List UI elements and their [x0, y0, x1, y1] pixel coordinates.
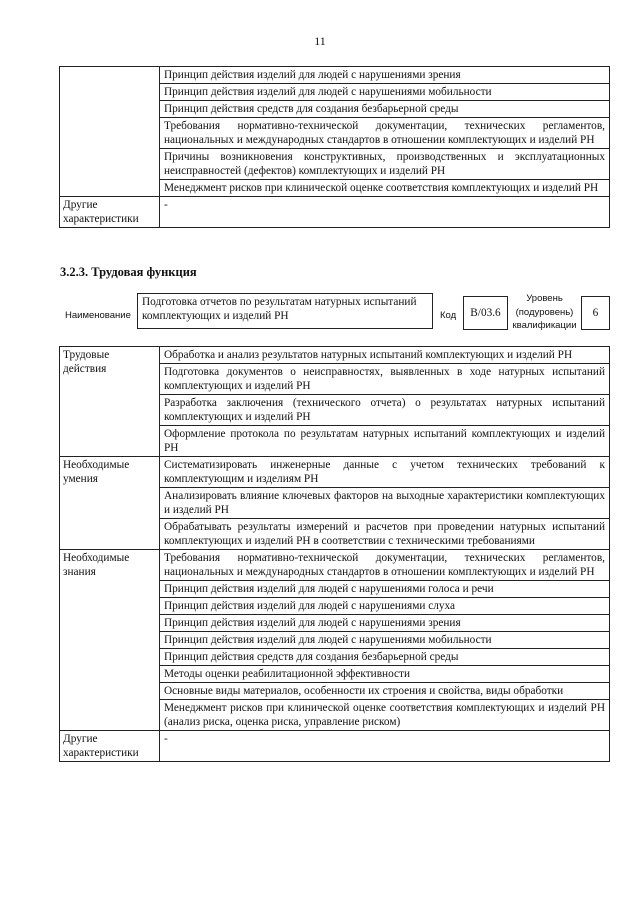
- table-cell: Методы оценки реабилитационной эффективности: [160, 666, 610, 683]
- qualification-level-label: Уровень (подуровень) квалификации: [512, 293, 577, 331]
- table-row: [60, 67, 610, 84]
- required-knowledge-label: Необходимые знания: [60, 550, 160, 731]
- level-box: 6: [581, 296, 610, 330]
- table-cell: Принцип действия изделий для людей с нарушениями мобильности: [160, 84, 610, 101]
- labor-actions-label: Трудовые действия: [60, 347, 160, 457]
- section-heading: 3.2.3. Трудовая функция: [60, 265, 197, 279]
- table-cell: Принцип действия изделий для людей с нарушениями зрения: [160, 615, 610, 632]
- other-characteristics-value: -: [160, 197, 610, 228]
- table-row: [60, 347, 610, 364]
- table-cell: Принцип действия изделий для людей с нарушениями голоса и речи: [160, 581, 610, 598]
- required-skills-label: Необходимые умения: [60, 457, 160, 550]
- table-cell: Обработка и анализ результатов натурных испытаний комплектующих и изделий РН: [160, 347, 610, 364]
- empty-category-cell: [60, 67, 160, 197]
- table-cell: Менеджмент рисков при клинической оценке соответствия комплектующих и изделий РН (анализ риска, оценка риска, управление риском): [160, 700, 610, 731]
- table-row: [60, 550, 610, 581]
- table-cell: Принцип действия изделий для людей с нарушениями слуха: [160, 598, 610, 615]
- table-row: [60, 197, 610, 228]
- page-number: 11: [314, 34, 326, 48]
- table-cell: Основные виды материалов, особенности их строения и свойства, виды обработки: [160, 683, 610, 700]
- table-row: [60, 457, 610, 488]
- name-label: Наименование: [65, 310, 131, 321]
- other-characteristics-label: Другие характеристики: [60, 731, 160, 762]
- labor-function-table: [59, 346, 610, 762]
- other-characteristics-label: Другие характеристики: [60, 197, 160, 228]
- knowledge-continuation-table: [59, 66, 610, 228]
- table-cell: Анализировать влияние ключевых факторов на выходные характеристики комплектующих и изделий РН: [160, 488, 610, 519]
- table-cell: Принцип действия изделий для людей с нарушениями мобильности: [160, 632, 610, 649]
- code-box: B/03.6: [463, 296, 508, 330]
- code-label: Код: [440, 310, 457, 321]
- table-cell: Оформление протокола по результатам натурных испытаний комплектующих и изделий РН: [160, 426, 610, 457]
- table-cell: Обрабатывать результаты измерений и расчетов при проведении натурных испытаний комплектующих и изделий РН в соответствии с техническими требованиями: [160, 519, 610, 550]
- table-cell: Требования нормативно-технической документации, технических регламентов, национальных и международных стандартов в отношении комплектующих и изделий РН: [160, 550, 610, 581]
- table-cell: Разработка заключения (технического отчета) о результатах натурных испытаний комплектующих и изделий РН: [160, 395, 610, 426]
- table-row: [60, 731, 610, 762]
- function-name-box: Подготовка отчетов по результатам натурных испытаний комплектующих и изделий РН: [137, 293, 433, 329]
- table-cell: Требования нормативно-технической документации, технических регламентов, национальных и международных стандартов в отношении комплектующих и изделий РН: [160, 118, 610, 149]
- table-cell: Принцип действия средств для создания безбарьерной среды: [160, 649, 610, 666]
- table-cell: Принцип действия изделий для людей с нарушениями зрения: [160, 67, 610, 84]
- table-cell: Причины возникновения конструктивных, производственных и эксплуатационных неисправностей (дефектов) комплектующих и изделий РН: [160, 149, 610, 180]
- table-cell: Подготовка документов о неисправностях, выявленных в ходе натурных испытаний комплектующих и изделий РН: [160, 364, 610, 395]
- other-characteristics-value: -: [160, 731, 610, 762]
- table-cell: Систематизировать инженерные данные с учетом технических требований к комплектующим и изделиям РН: [160, 457, 610, 488]
- table-cell: Принцип действия средств для создания безбарьерной среды: [160, 101, 610, 118]
- table-cell: Менеджмент рисков при клинической оценке соответствия комплектующих и изделий РН: [160, 180, 610, 197]
